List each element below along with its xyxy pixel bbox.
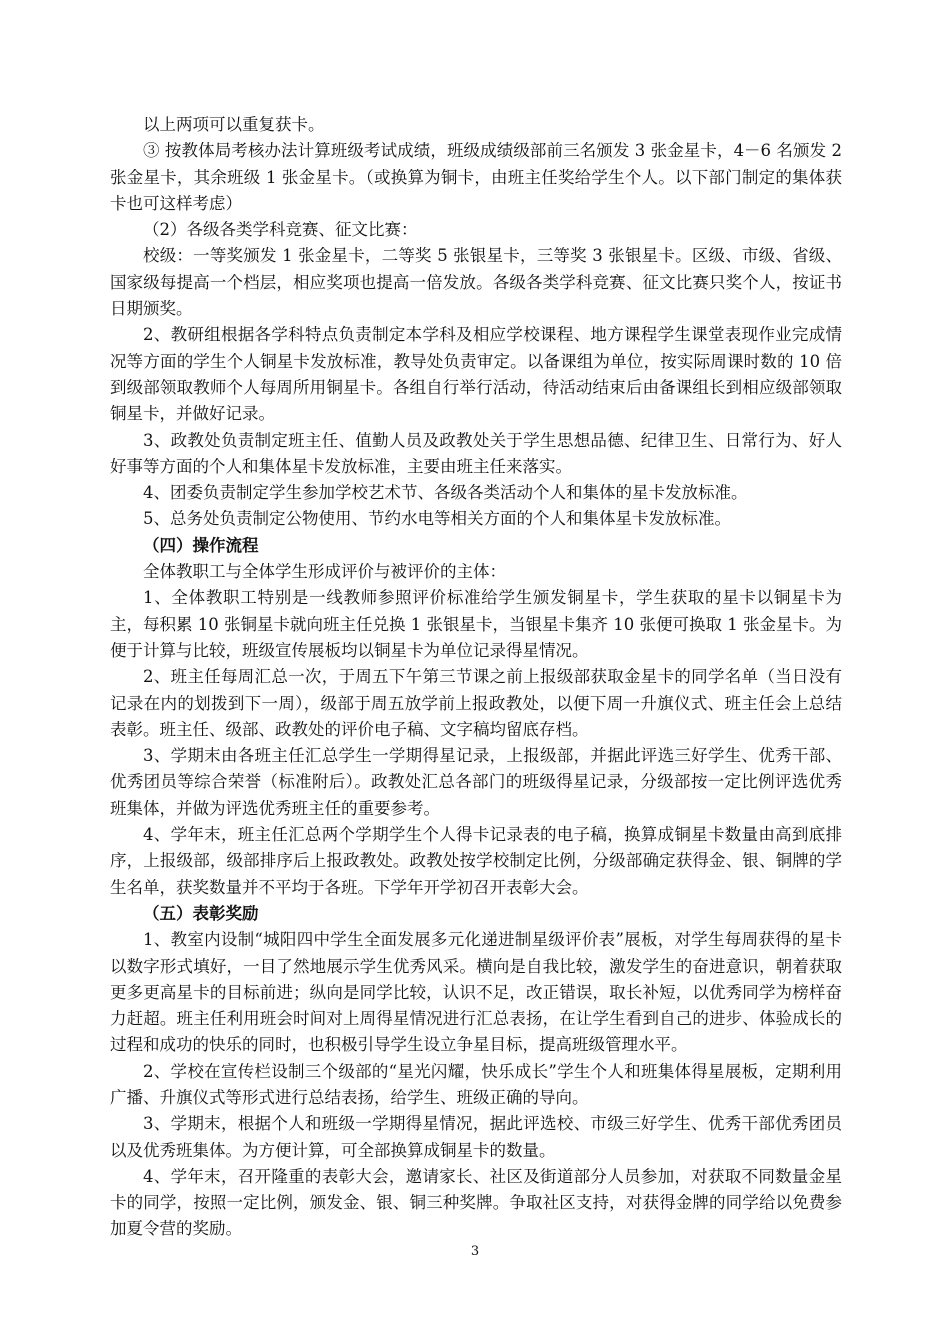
paragraph: ③ 按教体局考核办法计算班级考试成绩，班级成绩级部前三名颁发 3 张金星卡，4－6 名颁发 2 张金星卡，其余班级 1 张金星卡。（或换算为铜卡，由班主任奖给学生个人。以下部门制定的集体获卡也可这样考虑） xyxy=(110,141,842,213)
document-body xyxy=(110,112,842,1243)
paragraph: 1、全体教职工特别是一线教师参照评价标准给学生颁发铜星卡，学生获取的星卡以铜星卡为主，每积累 10 张铜星卡就向班主任兑换 1 张银星卡，当银星卡集齐 10 张便可换取 1 张金星卡。为便于计算与比较，班级宣传展板均以铜星卡为单位记录得星情况。 xyxy=(110,588,842,660)
paragraph: 1、教室内设制“城阳四中学生全面发展多元化递进制星级评价表”展板，对学生每周获得的星卡以数字形式填好，一目了然地展示学生优秀风采。横向是自我比较，激发学生的奋进意识，朝着获取更多更高星卡的目标前进；纵向是同学比较，认识不足，改正错误，取长补短，以优秀同学为榜样奋力赶超。班主任利用班会时间对上周得星情况进行汇总表扬，在让学生看到自己的进步、体验成长的过程和成功的快乐的同时，也积极引导学生设立争星目标，提高班级管理水平。 xyxy=(110,930,842,1055)
paragraph: 3、政教处负责制定班主任、值勤人员及政教处关于学生思想品德、纪律卫生、日常行为、好人好事等方面的个人和集体星卡发放标准，主要由班主任来落实。 xyxy=(110,430,842,476)
paragraph: 4、团委负责制定学生参加学校艺术节、各级各类活动个人和集体的星卡发放标准。 xyxy=(143,483,748,503)
paragraph: （2）各级各类学科竞赛、征文比赛： xyxy=(143,220,418,240)
paragraph: 3、学期末由各班主任汇总学生一学期得星记录，上报级部，并据此评选三好学生、优秀干部、优秀团员等综合荣誉（标准附后）。政教处汇总各部门的班级得星记录，分级部按一定比例评选优秀班集体，并做为评选优秀班主任的重要参考。 xyxy=(110,746,842,818)
paragraph: 2、学校在宣传栏设制三个级部的“星光闪耀，快乐成长”学生个人和班集体得星展板，定期利用广播、升旗仪式等形式进行总结表扬，给学生、班级正确的导向。 xyxy=(110,1061,842,1107)
section-heading: （四）操作流程 xyxy=(143,535,259,555)
paragraph: 5、总务处负责制定公物使用、节约水电等相关方面的个人和集体星卡发放标准。 xyxy=(143,509,731,529)
page-number: 3 xyxy=(470,1244,480,1259)
paragraph: 2、班主任每周汇总一次，于周五下午第三节课之前上报级部获取金星卡的同学名单（当日没有记录在内的划拨到下一周），级部于周五放学前上报政教处，以便下周一升旗仪式、班主任会上总结表彰。班主任、级部、政教处的评价电子稿、文字稿均留底存档。 xyxy=(110,667,842,739)
paragraph: 校级：一等奖颁发 1 张金星卡，二等奖 5 张银星卡，三等奖 3 张银星卡。区级、市级、省级、国家级每提高一个档层，相应奖项也提高一倍发放。各级各类学科竞赛、征文比赛只奖个人，按证书日期颁奖。 xyxy=(110,246,842,319)
paragraph: 4、学年末，召开隆重的表彰大会，邀请家长、社区及街道部分人员参加，对获取不同数量金星卡的同学，按照一定比例，颁发金、银、铜三种奖牌。争取社区支持，对获得金牌的同学给以免费参加夏令营的奖励。 xyxy=(110,1166,842,1239)
paragraph: 全体教职工与全体学生形成评价与被评价的主体： xyxy=(143,562,506,582)
paragraph: 3、学期末，根据个人和班级一学期得星情况，据此评选校、市级三好学生、优秀干部优秀团员以及优秀班集体。为方便计算，可全部换算成铜星卡的数量。 xyxy=(110,1114,842,1160)
paragraph: 以上两项可以重复获卡。 xyxy=(143,115,325,134)
section-heading: （五）表彰奖励 xyxy=(143,903,259,923)
paragraph: 2、教研组根据各学科特点负责制定本学科及相应学校课程、地方课程学生课堂表现作业完成情况等方面的学生个人铜星卡发放标准，教导处负责审定。以备课组为单位，按实际周课时数的 10 倍到级部领取教师个人每周所用铜星卡。各组自行举行活动，待活动结束后由备课组长到相应级部领取铜星卡，并做好记录。 xyxy=(110,325,842,424)
paragraph: 4、学年末，班主任汇总两个学期学生个人得卡记录表的电子稿，换算成铜星卡数量由高到底排序，上报级部，级部排序后上报政教处。政教处按学校制定比例，分级部确定获得金、银、铜牌的学生名单，获奖数量并不平均于各班。下学年开学初召开表彰大会。 xyxy=(110,825,842,897)
